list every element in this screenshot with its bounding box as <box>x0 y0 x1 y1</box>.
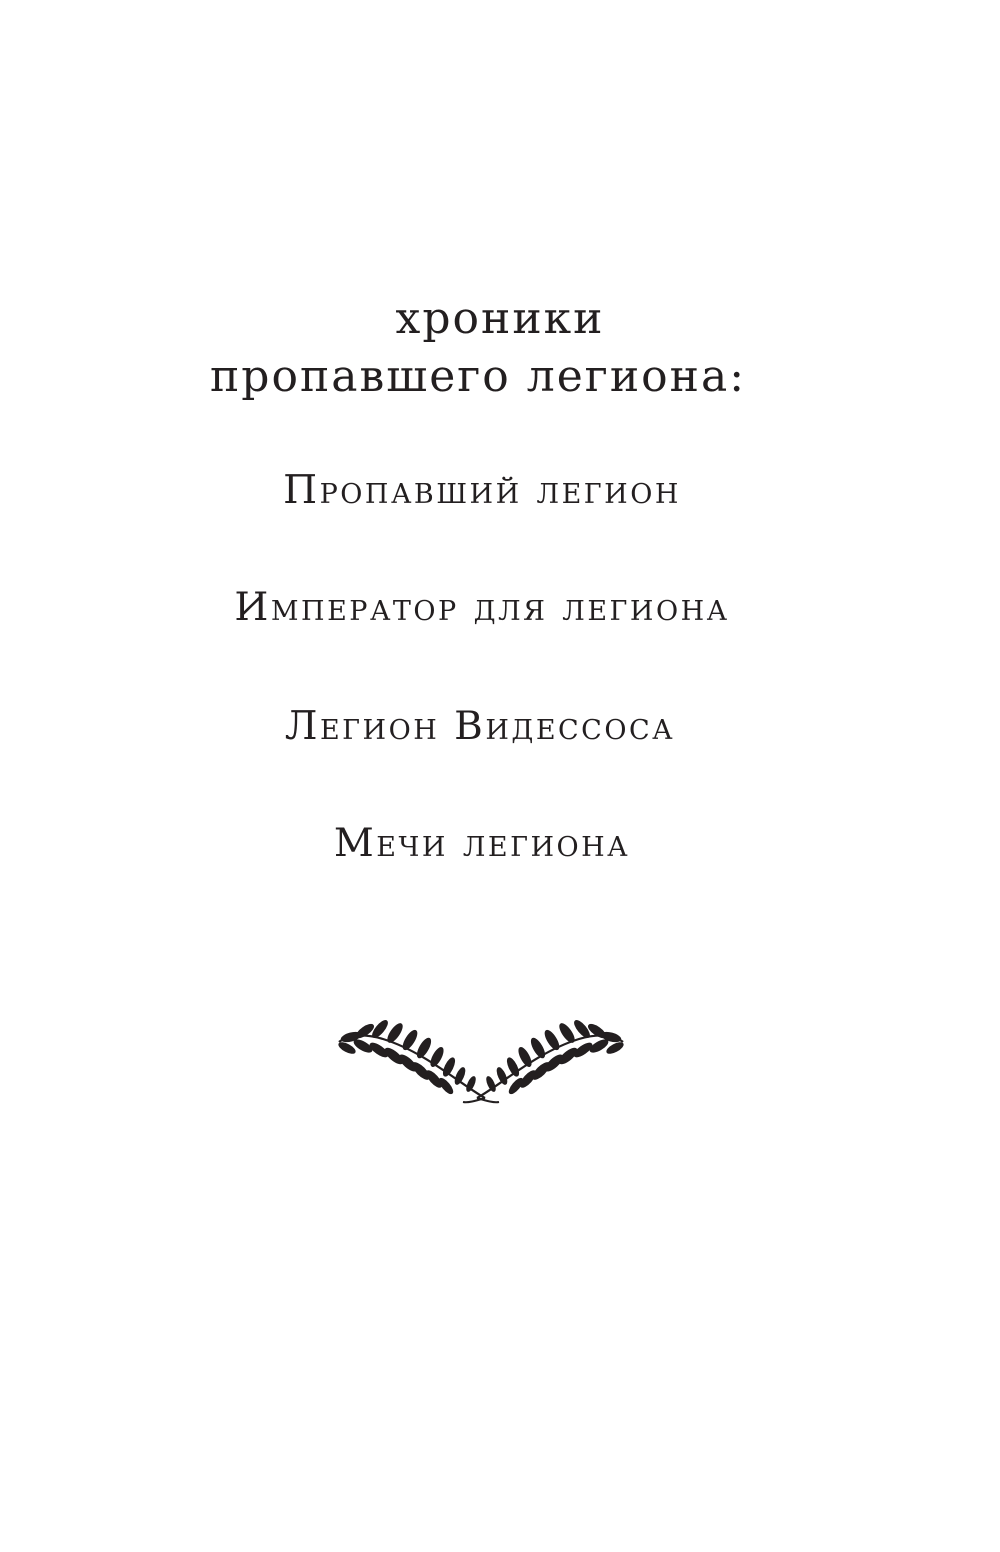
series-title-line-1: хроники <box>395 293 605 344</box>
laurel-branch-right <box>477 1018 625 1102</box>
book-title-4: Мечи легиона <box>333 821 631 866</box>
book-title-2: Император для легиона <box>234 585 730 630</box>
series-title-line-2: пропавшего легиона: <box>209 351 747 402</box>
laurel-branches-icon <box>335 1012 627 1104</box>
laurel-branch-left <box>337 1018 485 1102</box>
book-title-3: Легион Видессоса <box>284 704 676 749</box>
book-title-1: Пропавший легион <box>283 468 681 513</box>
